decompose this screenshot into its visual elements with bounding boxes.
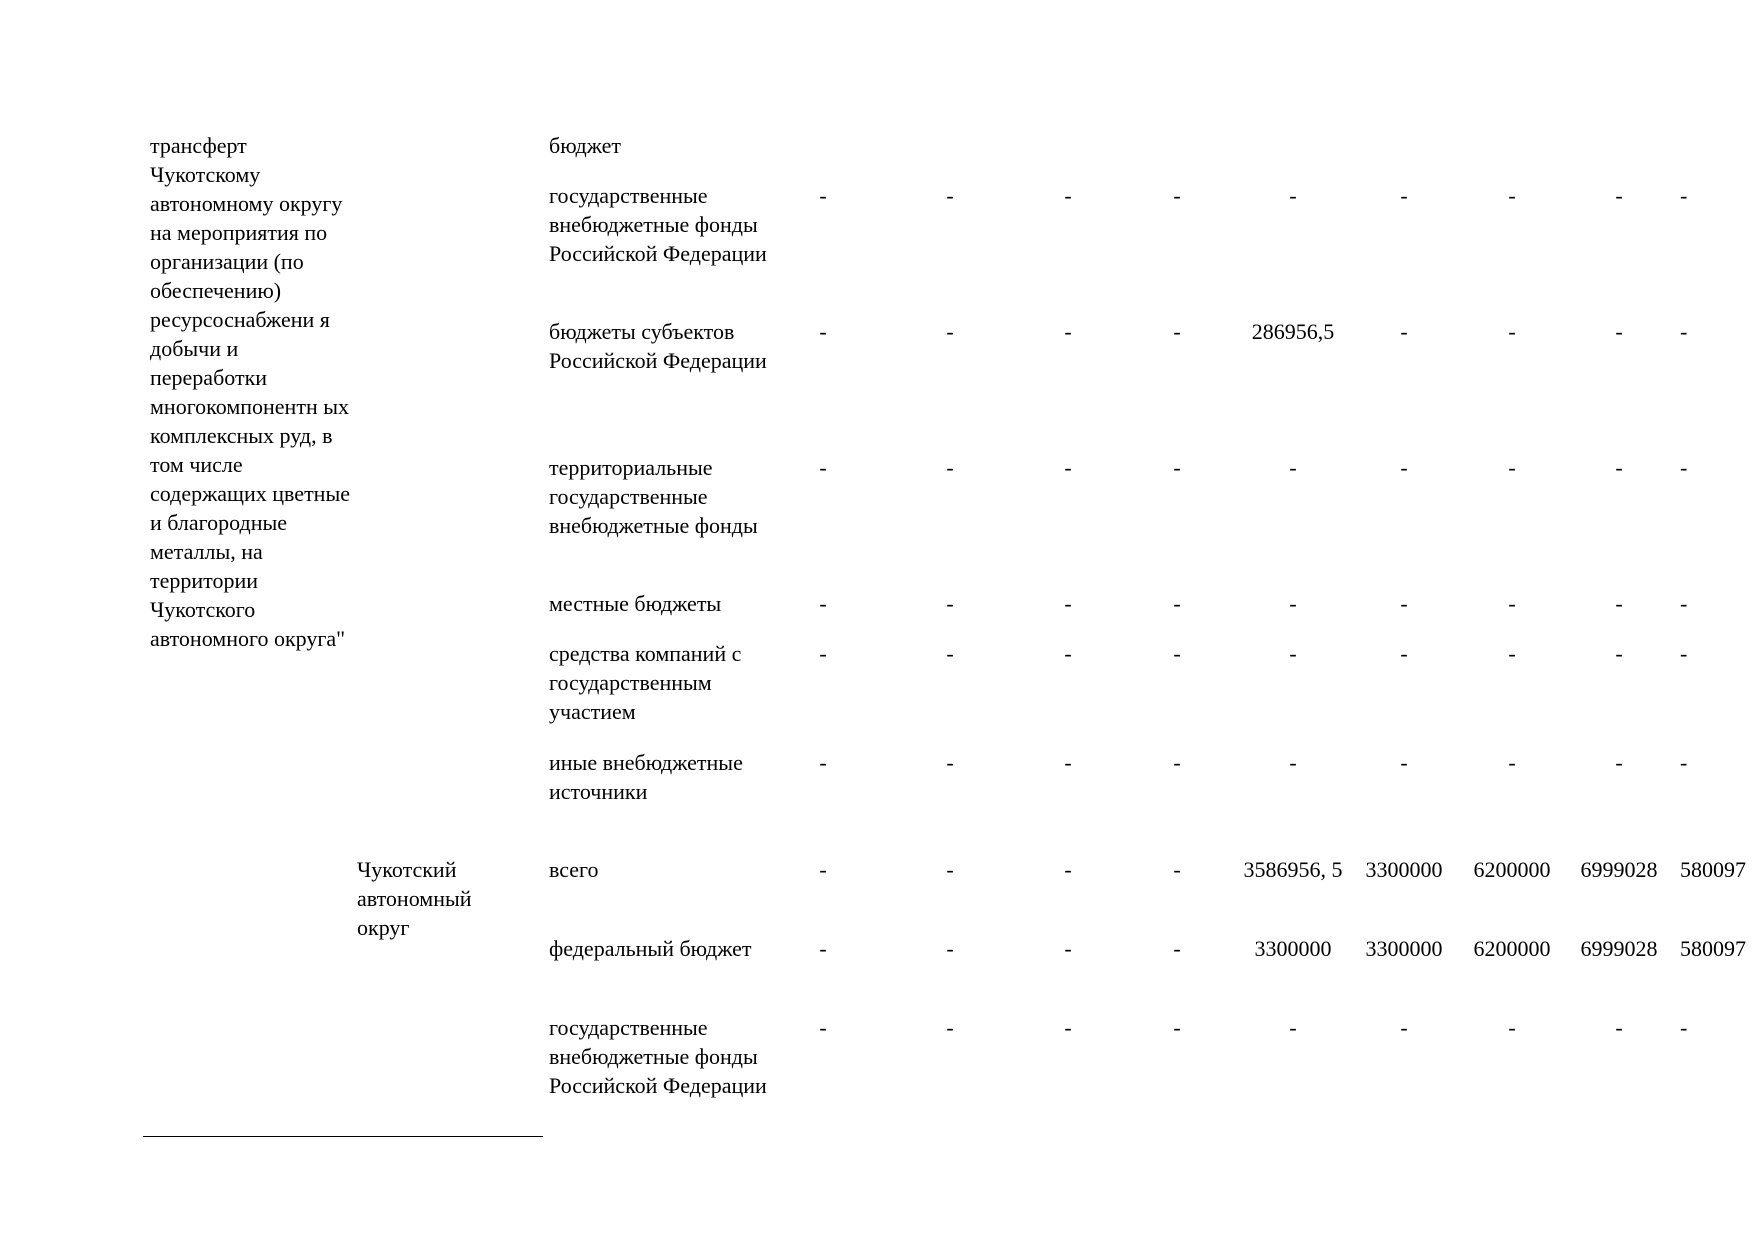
value-cell: 3300000: [1365, 857, 1443, 882]
value-cell: -: [1289, 183, 1297, 208]
value-cell: -: [819, 857, 827, 882]
value-cell: -: [946, 750, 954, 775]
source-label: территориальные государственные внебюджетные фонды: [549, 455, 758, 538]
value-cell: 3586956, 5: [1243, 857, 1343, 882]
value-cell: -: [1615, 455, 1623, 480]
value-cell: 6200000: [1473, 857, 1551, 882]
source-label: местные бюджеты: [549, 591, 722, 616]
value-cell: -: [1400, 1015, 1408, 1040]
value-cell: -: [1680, 319, 1688, 344]
value-cell: -: [946, 1015, 954, 1040]
value-cell: -: [1680, 591, 1688, 616]
value-cell: 3300000: [1365, 936, 1443, 961]
source-label: государственные внебюджетные фонды Российской Федерации: [549, 183, 767, 266]
value-cell: -: [1173, 857, 1181, 882]
value-cell: 3300000: [1254, 936, 1332, 961]
value-cell: -: [1508, 750, 1516, 775]
source-label: государственные внебюджетные фонды Российской Федерации: [549, 1015, 767, 1098]
value-cell: -: [1173, 936, 1181, 961]
value-cell: -: [819, 183, 827, 208]
value-cell: -: [1680, 455, 1688, 480]
value-cell: -: [1064, 936, 1072, 961]
region-name: Чукотский автономный округ: [357, 857, 472, 940]
value-cell: -: [819, 1015, 827, 1040]
value-cell: -: [1289, 641, 1297, 666]
source-label: бюджет: [549, 133, 621, 158]
value-cell: -: [1064, 857, 1072, 882]
value-cell: -: [1064, 750, 1072, 775]
value-cell: 6999028: [1580, 936, 1658, 961]
value-cell: -: [1615, 750, 1623, 775]
value-cell: -: [1508, 591, 1516, 616]
source-label: средства компаний с государственным участием: [549, 641, 742, 724]
value-cell: -: [1173, 455, 1181, 480]
source-label: федеральный бюджет: [549, 936, 752, 961]
value-cell: -: [1064, 641, 1072, 666]
value-cell: -: [1508, 1015, 1516, 1040]
value-cell: 286956,5: [1251, 319, 1335, 344]
value-cell: -: [1508, 641, 1516, 666]
value-cell: -: [1400, 641, 1408, 666]
value-cell: 580097: [1680, 936, 1746, 961]
value-cell: -: [1173, 591, 1181, 616]
value-cell: -: [1064, 319, 1072, 344]
value-cell: -: [1680, 641, 1688, 666]
footnote-separator: [143, 1136, 543, 1137]
value-cell: -: [1173, 1015, 1181, 1040]
source-label: всего: [549, 857, 599, 882]
value-cell: -: [1289, 591, 1297, 616]
value-cell: -: [819, 455, 827, 480]
value-cell: -: [946, 183, 954, 208]
value-cell: -: [1615, 319, 1623, 344]
value-cell: 6999028: [1580, 857, 1658, 882]
value-cell: -: [946, 455, 954, 480]
value-cell: -: [1615, 1015, 1623, 1040]
source-label: иные внебюджетные источники: [549, 750, 743, 804]
value-cell: -: [1400, 455, 1408, 480]
value-cell: -: [1615, 591, 1623, 616]
value-cell: -: [1064, 455, 1072, 480]
value-cell: 6200000: [1473, 936, 1551, 961]
value-cell: -: [1064, 591, 1072, 616]
value-cell: -: [1173, 641, 1181, 666]
value-cell: -: [1400, 183, 1408, 208]
value-cell: -: [1400, 750, 1408, 775]
measure-description: трансферт Чукотскому автономному округу на мероприятия по организации (по обеспечению) ресурсоснабжени я добычи и переработки многокомпонентн ых комплексных руд, в том числе содержащих цветные и благородные металлы, на территории Чукотского автономного округа": [150, 133, 350, 651]
value-cell: 580097: [1680, 857, 1746, 882]
value-cell: -: [946, 319, 954, 344]
value-cell: -: [1615, 641, 1623, 666]
value-cell: -: [1173, 750, 1181, 775]
value-cell: -: [819, 319, 827, 344]
value-cell: -: [1508, 319, 1516, 344]
value-cell: -: [1680, 750, 1688, 775]
value-cell: -: [1615, 183, 1623, 208]
value-cell: -: [946, 857, 954, 882]
value-cell: -: [1173, 319, 1181, 344]
value-cell: -: [1064, 1015, 1072, 1040]
value-cell: -: [1289, 750, 1297, 775]
value-cell: -: [1400, 591, 1408, 616]
value-cell: -: [819, 641, 827, 666]
value-cell: -: [1680, 183, 1688, 208]
value-cell: -: [1508, 455, 1516, 480]
value-cell: -: [946, 591, 954, 616]
value-cell: -: [1064, 183, 1072, 208]
value-cell: -: [1289, 455, 1297, 480]
value-cell: -: [946, 641, 954, 666]
value-cell: -: [819, 936, 827, 961]
value-cell: -: [1173, 183, 1181, 208]
value-cell: -: [1289, 1015, 1297, 1040]
value-cell: -: [1680, 1015, 1688, 1040]
source-label: бюджеты субъектов Российской Федерации: [549, 319, 767, 373]
value-cell: -: [1508, 183, 1516, 208]
value-cell: -: [819, 750, 827, 775]
value-cell: -: [819, 591, 827, 616]
value-cell: -: [946, 936, 954, 961]
value-cell: -: [1400, 319, 1408, 344]
